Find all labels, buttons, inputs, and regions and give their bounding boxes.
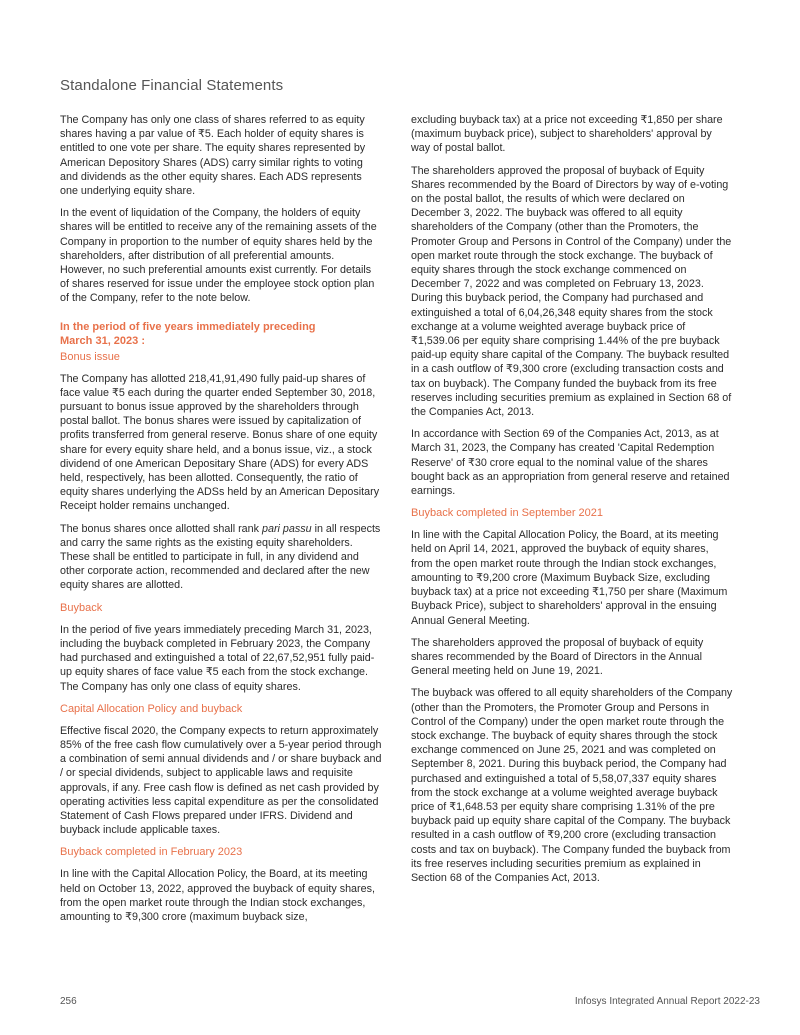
heading-five-year-period [60, 320, 382, 348]
heading-five-year-line-2: March 31, 2023 : [60, 334, 145, 347]
pari-passu-after: in all respects and carry the same rights as the existing equity shareholders. These shall be entitled to participate in full, in any dividend and other corporate action, recommended and declared after the new equity shares are allotted. [60, 522, 381, 592]
pari-passu-before: The bonus shares once allotted shall rank [60, 522, 262, 535]
paragraph-feb-2023-details: The shareholders approved the proposal of buyback of Equity Shares recommended by the Board of Directors by way of e-voting on the postal ballot, the results of which were declared on December 3, 2022. The buyback was offered to all equity shareholders of the Company (other than the Promoters, the Promoter Group and Persons in Control of the Company) under the open market route through the stock exchange. The buyback of equity shares through the stock exchange commenced on December 7, 2022 and was completed on February 13, 2023. During this buyback period, the Company had purchased and extinguished a total of 6,04,26,348 equity shares from the stock exchange at a volume weighted average buyback price of ₹1,539.06 per equity share comprising 1.44% of the pre buyback paid-up equity share capital of the Company. The buyback resulted in a cash outflow of ₹9,300 crore (excluding transaction costs and tax on buyback). The Company funded the buyback from its free reserves including securities premium as explained in Section 68 of the Companies Act, 2013. [411, 164, 732, 419]
heading-five-year-line-1: In the period of five years immediately preceding [60, 320, 316, 333]
paragraph-feb-2023-start: In line with the Capital Allocation Policy, the Board, at its meeting held on October 13, 2022, approved the buyback of equity shares, from the open market route through the Indian stock exchanges, amounting to ₹9,300 crore (maximum buyback size, [60, 868, 375, 923]
heading-buyback: Buyback [60, 601, 103, 614]
pari-passu-italic: pari passu [261, 522, 312, 535]
right-column [411, 113, 733, 893]
page-title: Standalone Financial Statements [60, 77, 284, 94]
paragraph-pari-passu [60, 522, 382, 593]
paragraph-bonus-allotment: The Company has allotted 218,41,91,490 fully paid-up shares of face value ₹5 each during the quarter ended September 30, 2018, pursuant to bonus issue approved by the shareholders through postal ballot. The bonus shares were issued by capitalization of profits transferred from general reserve. Bonus share of one equity share for every equity share held, and a bonus issue, viz., a stock dividend of one American Depositary Share (ADS) for every ADS held, respectively, has been allotted. Consequently, the ratio of equity shares underlying the ADSs held by an American Depositary Receipt holder remains unchanged. [60, 372, 380, 513]
heading-bonus-issue: Bonus issue [60, 350, 120, 363]
paragraph-capital-allocation: Effective fiscal 2020, the Company expects to return approximately 85% of the free cash flow cumulatively over a 5-year period through a combination of semi annual dividends and / or share buyback and / or special dividends, subject to applicable laws and requisite approvals, if any. Free cash flow is defined as net cash provided by operating activities less capital expenditure as per the consolidated Statement of Cash Flows prepared under IFRS. Dividend and buyback include applicable taxes. [60, 724, 382, 837]
paragraph-sep-2021-agm: The shareholders approved the proposal of buyback of equity shares recommended by the Board of Directors in the Annual General meeting held on June 19, 2021. [411, 636, 704, 678]
paragraph-feb-2023-continued: excluding buyback tax) at a price not exceeding ₹1,850 per share (maximum buyback price), subject to shareholders' approval by way of postal ballot. [411, 114, 723, 155]
heading-buyback-sep-2021: Buyback completed in September 2021 [411, 507, 604, 520]
paragraph-equity-class: The Company has only one class of shares referred to as equity shares having a par value of ₹5. Each holder of equity shares is entitled to one vote per share. The equity shares represented by American Depository Shares (ADS) carry similar rights to voting and dividends as the other equity shares. Each ADS represents one underlying equity share. [60, 114, 366, 198]
heading-capital-allocation: Capital Allocation Policy and buyback [60, 702, 243, 715]
heading-buyback-feb-2023: Buyback completed in February 2023 [60, 846, 243, 859]
paragraph-capital-redemption: In accordance with Section 69 of the Companies Act, 2013, as at March 31, 2023, the Company has created 'Capital Redemption Reserve' of ₹30 crore equal to the nominal value of the shares bought back as an appropriation from general reserve and retained earnings. [411, 428, 730, 498]
paragraph-buyback-total: In the period of five years immediately preceding March 31, 2023, including the buyback completed in February 2023, the Company had purchased and extinguished a total of 22,67,52,951 fully paid-up equity shares of face value ₹5 each from the stock exchange. The Company has only one class of equity shares. [60, 623, 375, 693]
report-title: Infosys Integrated Annual Report 2022-23 [574, 996, 760, 1007]
paragraph-liquidation: In the event of liquidation of the Company, the holders of equity shares will be entitled to receive any of the remaining assets of the Company in proportion to the number of equity shares held by the shareholders, after distribution of all preferential amounts. However, no such preferential amounts exist currently. For details of shares reserved for issue under the employee stock option plan of the Company, refer to the note below. [60, 207, 377, 305]
left-column [60, 113, 382, 932]
paragraph-sep-2021-approval: In line with the Capital Allocation Policy, the Board, at its meeting held on April 14, 2021, approved the buyback of equity shares, from the open market route through the Indian stock exchanges, amounting to ₹9,200 crore (Maximum Buyback Size, excluding buyback tax) at a price not exceeding ₹1,750 per share (Maximum Buyback Price), subject to shareholders' approval in the ensuing Annual General Meeting. [411, 529, 728, 627]
page-number: 256 [60, 996, 77, 1007]
paragraph-sep-2021-details: The buyback was offered to all equity shareholders of the Company (other than the Promoters, the Promoter Group and Persons in Control of the Company) under the open market route through the stock exchange. The buyback of equity shares through the stock exchange commenced on June 25, 2021 and was completed on September 8, 2021. During this buyback period, the Company had purchased and extinguished a total of 5,58,07,337 equity shares from the stock exchange at a volume weighted average buyback price of ₹1,648.53 per equity share comprising 1.31% of the pre buyback paid up equity share capital of the Company. The buyback resulted in a cash outflow of ₹9,200 crore (excluding transaction costs and tax on buyback). The Company funded the buyback from its free reserves including securities premium as explained in Section 68 of the Companies Act, 2013. [411, 687, 733, 884]
